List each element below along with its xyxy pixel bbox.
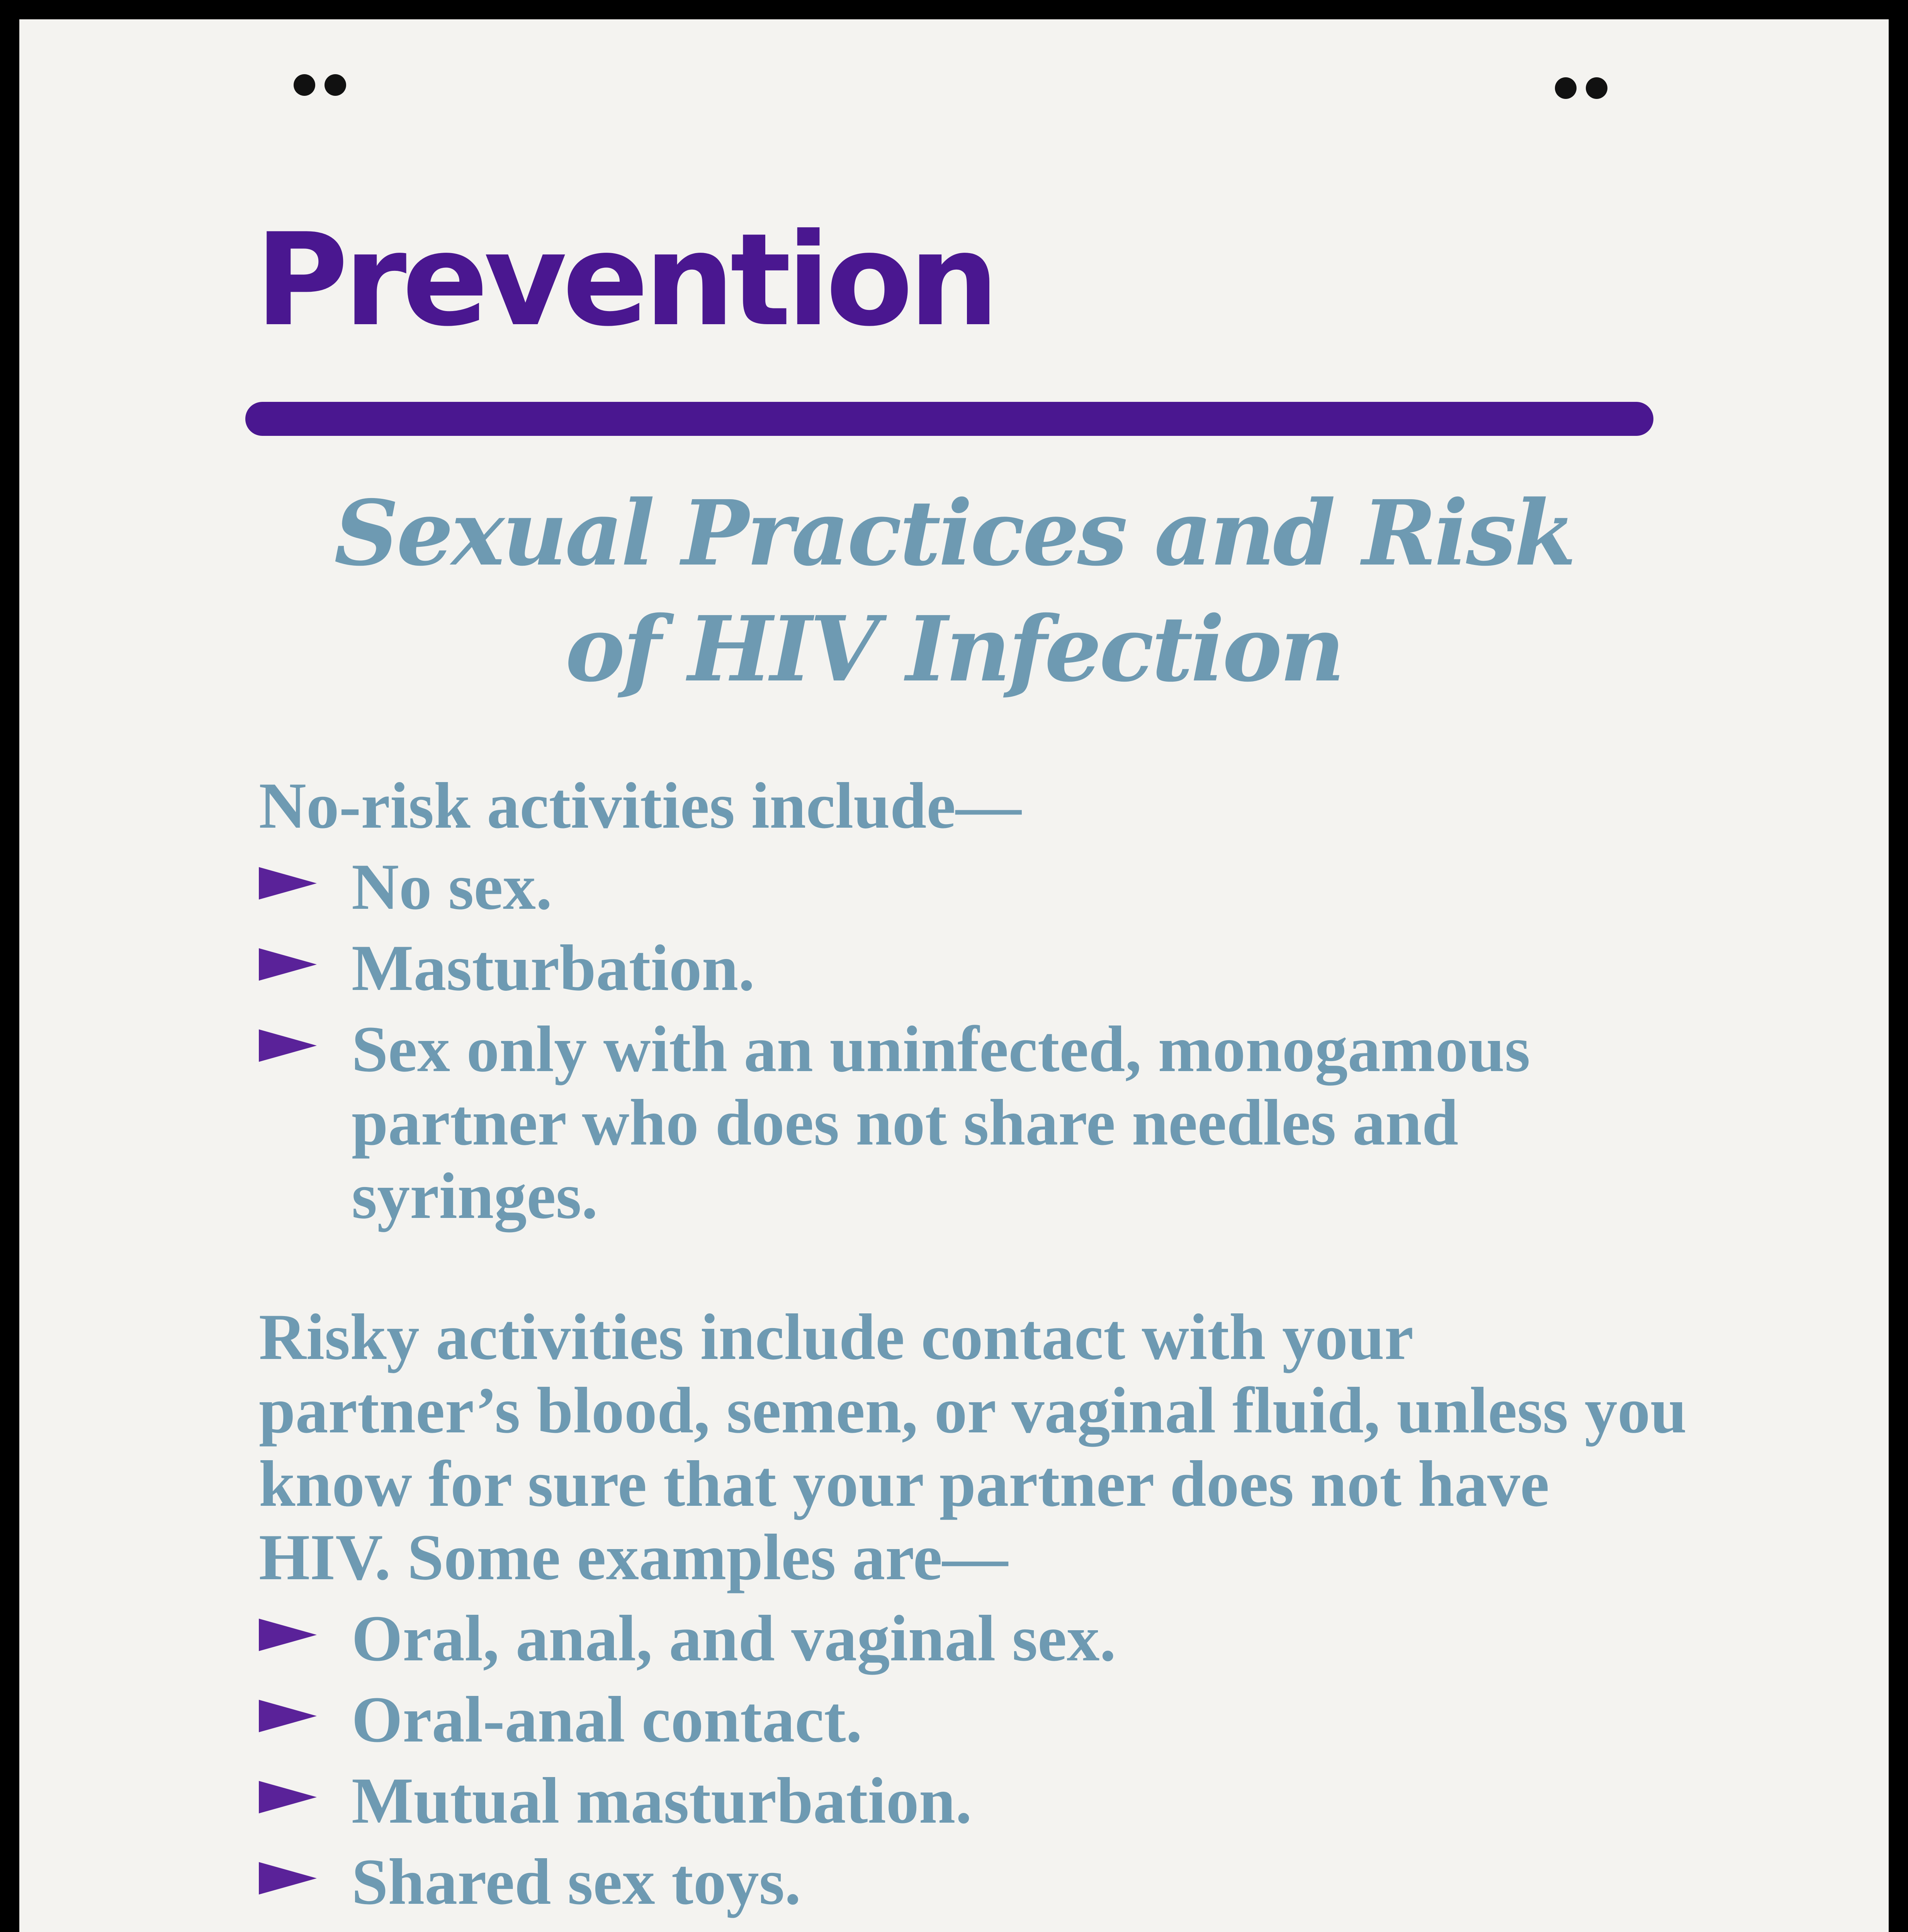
body-content [259, 769, 1688, 1932]
list-item [259, 1683, 1688, 1756]
risky-intro: Risky activities include contact with your partner’s blood, semen, or vaginal fluid, unless you know for sure that your partner does not have HIV. Some examples are— [259, 1301, 1687, 1594]
list-item [259, 1764, 1688, 1837]
list-item-text: Shared sex toys. [352, 1845, 801, 1918]
bullet-arrow-icon [259, 1862, 317, 1895]
punch-hole-icon [325, 74, 346, 96]
list-item-text: Oral, anal, and vaginal sex. [352, 1602, 1116, 1675]
no-risk-intro: No-risk activities include— [259, 769, 1021, 842]
punch-hole-icon [294, 74, 315, 96]
subtitle [19, 475, 1889, 707]
subtitle-line-1: Sexual Practices and Risk [334, 480, 1574, 586]
bullet-arrow-icon [259, 948, 317, 981]
title-divider [245, 402, 1653, 436]
page-title: Prevention [255, 206, 995, 354]
list-item [259, 1845, 1688, 1918]
bullet-arrow-icon [259, 1619, 317, 1651]
subtitle-line-2: of HIV Infection [565, 596, 1343, 702]
list-item [259, 1012, 1688, 1233]
list-item-text: Oral-anal contact. [352, 1683, 862, 1756]
list-item-text: Masturbation. [352, 932, 755, 1004]
bullet-arrow-icon [259, 1029, 317, 1062]
list-item [259, 931, 1688, 1005]
poster [19, 19, 1889, 1932]
bullet-arrow-icon [259, 1781, 317, 1813]
list-item-text: No sex. [352, 850, 552, 923]
bullet-arrow-icon [259, 867, 317, 900]
list-item-text: Sex only with an uninfected, monogamous partner who does not share needles and syringes. [352, 1013, 1530, 1232]
bullet-arrow-icon [259, 1700, 317, 1732]
punch-hole-icon [1555, 77, 1577, 99]
list-item [259, 1602, 1688, 1675]
list-item-text: Mutual masturbation. [352, 1764, 972, 1837]
punch-hole-icon [1586, 77, 1607, 99]
list-item [259, 850, 1688, 923]
